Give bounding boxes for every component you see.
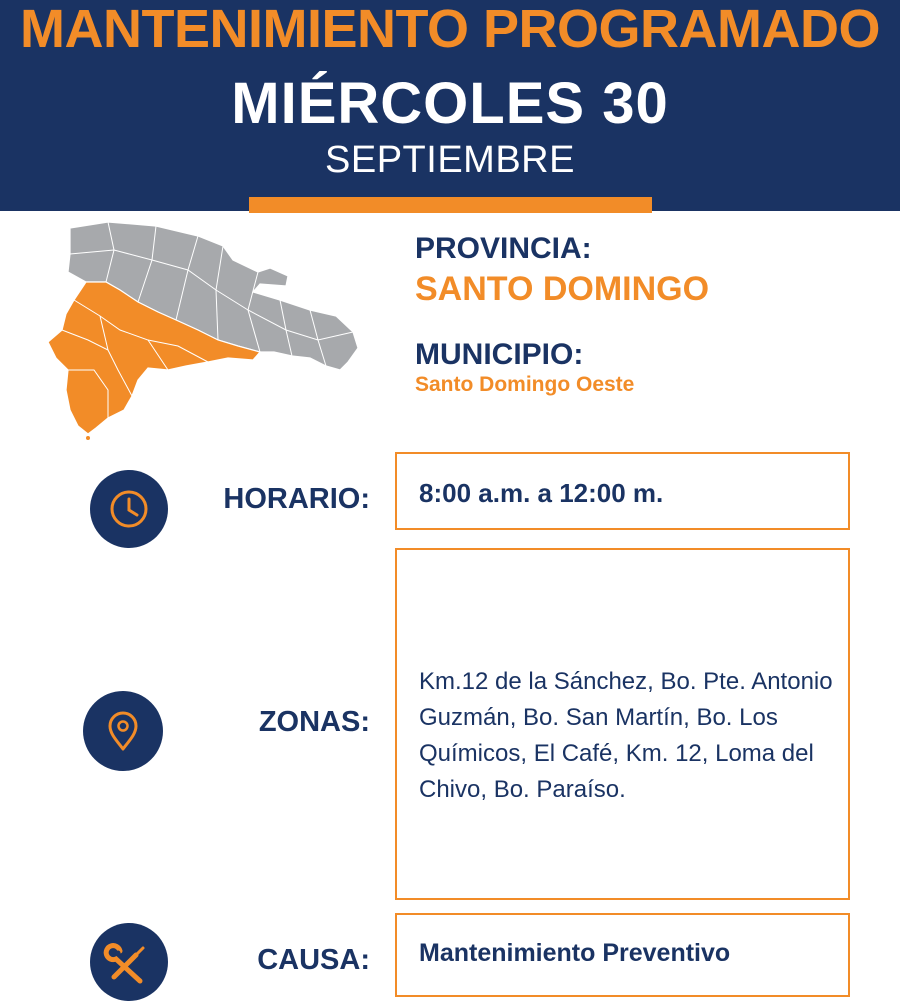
clock-icon xyxy=(90,470,168,548)
dominican-republic-map-icon xyxy=(48,220,366,442)
zonas-label: ZONAS: xyxy=(258,706,370,738)
accent-divider xyxy=(249,197,652,213)
causa-box xyxy=(395,913,850,997)
date-month: SEPTIEMBRE xyxy=(325,139,575,181)
provincia-value: SANTO DOMINGO xyxy=(415,270,710,308)
horario-label: HORARIO: xyxy=(223,483,370,515)
provincia-label: PROVINCIA: xyxy=(415,232,592,265)
zonas-box xyxy=(395,548,850,900)
causa-value: Mantenimiento Preventivo xyxy=(419,939,731,967)
page-title: MANTENIMIENTO PROGRAMADO xyxy=(20,0,880,59)
causa-label: CAUSA: xyxy=(257,944,370,976)
zonas-value: Km.12 de la Sánchez, Bo. Pte. Antonio Guzmán, Bo. San Martín, Bo. Los Químicos, El Café, Km. 12, Loma del Chivo, Bo. Paraíso. xyxy=(419,668,833,803)
municipio-value: Santo Domingo Oeste xyxy=(415,373,635,396)
location-pin-icon xyxy=(83,691,163,771)
municipio-label: MUNICIPIO: xyxy=(415,338,584,371)
horario-value: 8:00 a.m. a 12:00 m. xyxy=(419,478,664,508)
horario-box xyxy=(395,452,850,530)
header-banner xyxy=(0,0,900,211)
tools-icon xyxy=(90,923,168,1001)
date-day: MIÉRCOLES 30 xyxy=(231,71,669,136)
